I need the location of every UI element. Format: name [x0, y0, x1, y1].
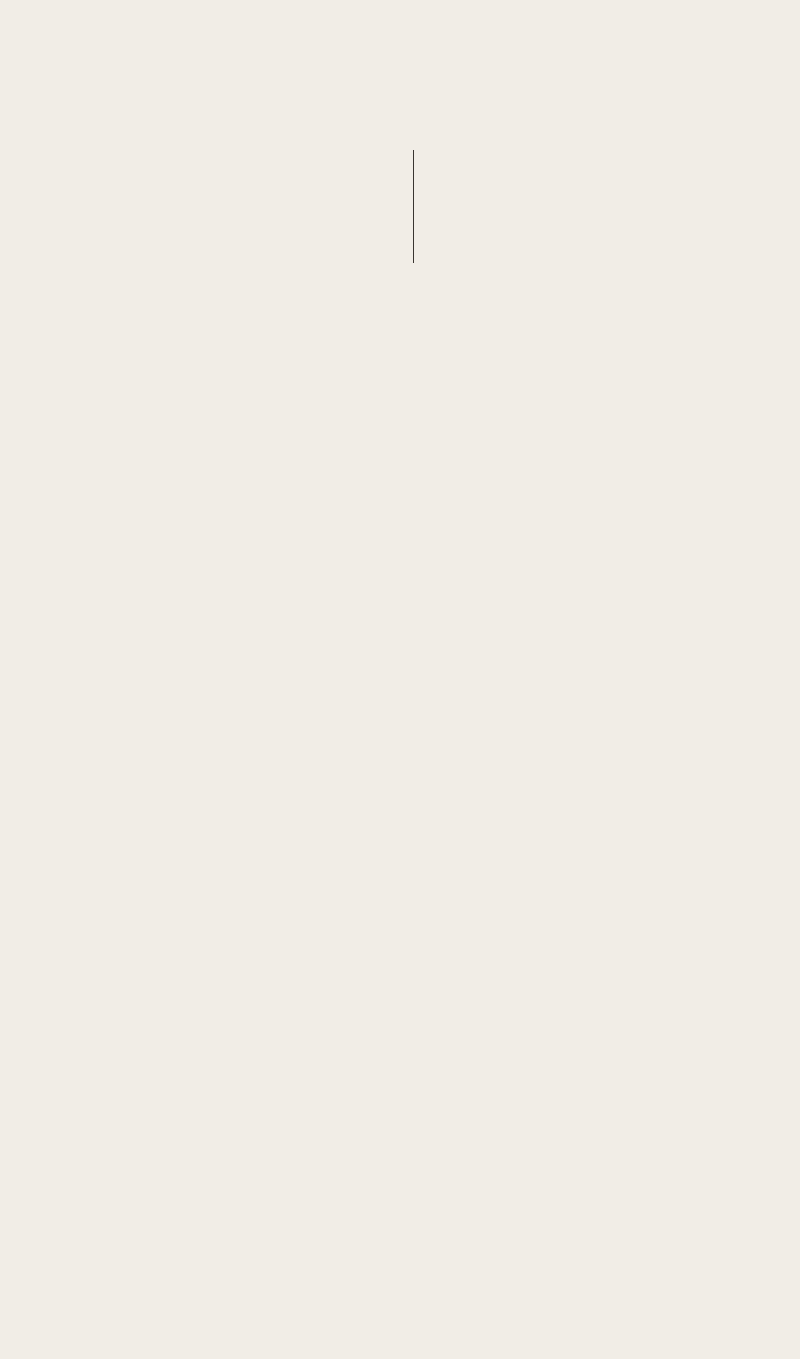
toc-block-top — [0, 0, 800, 270]
column-divider — [413, 150, 414, 263]
